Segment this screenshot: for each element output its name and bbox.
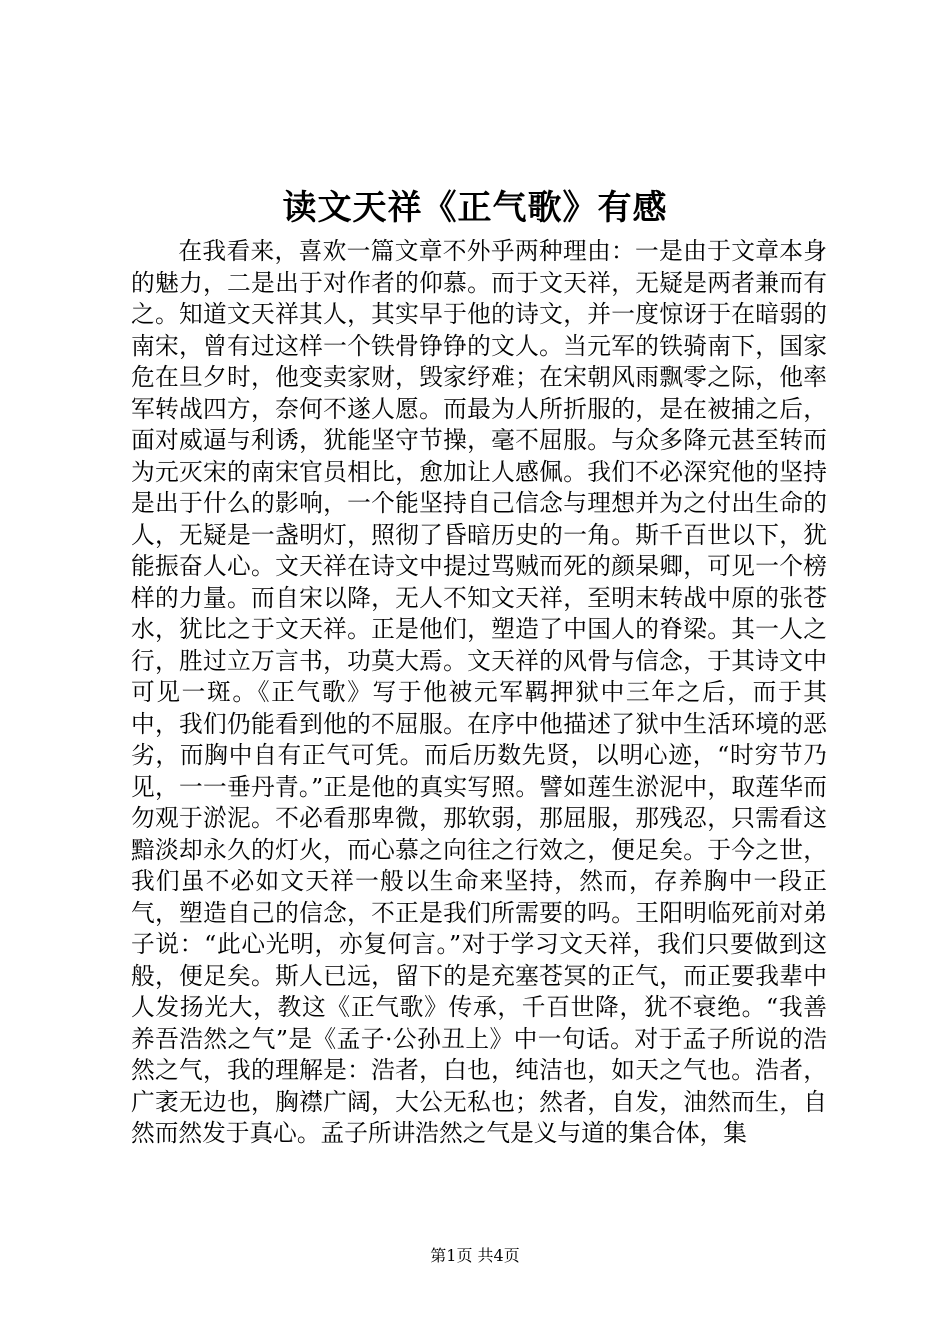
body-paragraph: 在我看来，喜欢一篇文章不外乎两种理由：一是由于文章本身的魅力，二是出于对作者的仰慕。而于文天祥，无疑是两者兼而有之。知道文天祥其人，其实早于他的诗文，并一度惊讶于在暗弱的南宋，曾有过这样一个铁骨铮铮的文人。当元军的铁骑南下，国家危在旦夕时，他变卖家财，毁家纾难；在宋朝风雨飘零之际，他率军转战四方，奈何不遂人愿。而最为人所折服的，是在被捕之后，面对威逼与利诱，犹能坚守节操，毫不屈服。与众多降元甚至转而为元灭宋的南宋官员相比，愈加让人感佩。我们不必深究他的坚持是出于什么的影响，一个能坚持自己信念与理想并为之付出生命的人，无疑是一盏明灯，照彻了昏暗历史的一角。斯千百世以下，犹能振奋人心。文天祥在诗文中提过骂贼而死的颜杲卿，可见一个榜样的力量。而自宋以降，无人不知文天祥，至明末转战中原的张苍水，犹比之于文天祥。正是他们，塑造了中国人的脊梁。其一人之行，胜过立万言书，功莫大焉。文天祥的风骨与信念，于其诗文中可见一斑。《正气歌》写于他被元军羁押狱中三年之后，而于其中，我们仍能看到他的不屈服。在序中他描述了狱中生活环境的恶劣，而胸中自有正气可凭。而后历数先贤，以明心迹，“时穷节乃见，一一垂丹青。”正是他的真实写照。譬如莲生淤泥中，取莲华而勿观于淤泥。不必看那卑微，那软弱，那屈服，那残忍，只需看这黯淡却永久的灯火，而心慕之向往之行效之，便足矣。于今之世，我们虽不必如文天祥一般以生命来坚持，然而，存养胸中一段正气，塑造自己的信念，不正是我们所需要的吗。王阳明临死前对弟子说：“此心光明，亦复何言。”对于学习文天祥，我们只要做到这般，便足矣。斯人已远，留下的是充塞苍冥的正气，而正要我辈中人发扬光大，教这《正气歌》传承，千百世降，犹不衰绝。“我善养吾浩然之气”是《孟子·公孙丑上》中一句话。对于孟子所说的浩然之气，我的理解是：浩者，白也，纯洁也，如天之气也。浩者，广袤无边也，胸襟广阔，大公无私也；然者，自发，油然而生，自然而然发于真心。孟子所讲浩然之气是义与道的集合体，集 <box>131 237 827 1147</box>
document-title: 读文天祥《正气歌》有感 <box>282 188 668 228</box>
page-number-footer: 第1页 共4页 <box>430 1246 520 1265</box>
